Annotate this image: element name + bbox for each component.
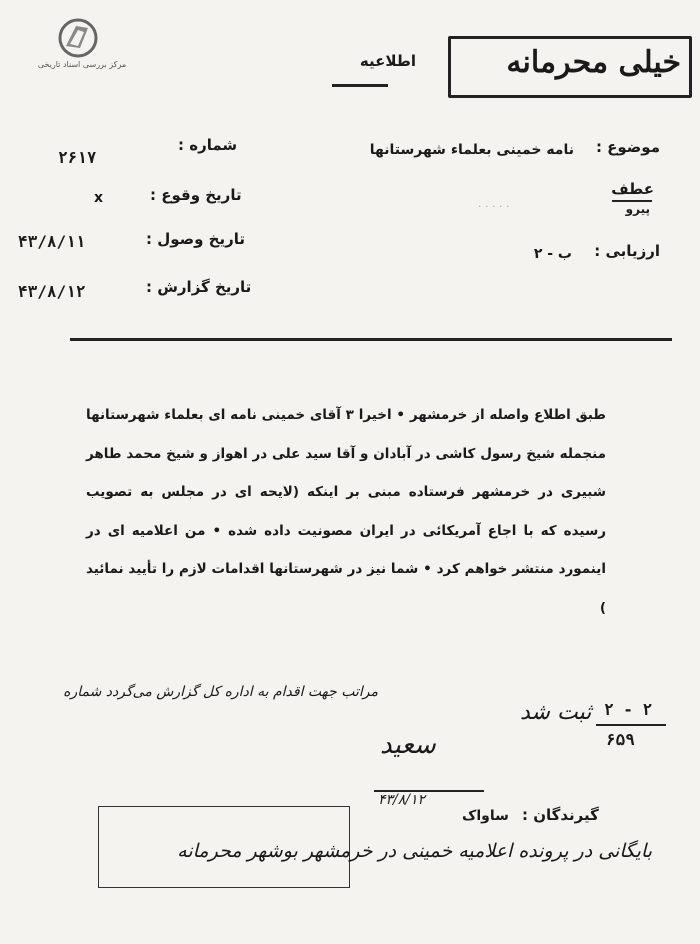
report-date-label: تاریخ گزارش : [146, 278, 252, 296]
reference-top: ۲ - ۲ [604, 700, 653, 719]
archive-logo-caption: مرکز بررسی اسناد تاریخی [37, 60, 127, 69]
faint-mark: · · · · · [478, 200, 510, 213]
appendix-value: ب - ۲ [533, 246, 572, 262]
appendix-label: ارزیابی : [594, 242, 660, 260]
event-date-label: تاریخ وقوع : [150, 186, 242, 204]
report-body-paragraph: طبق اطلاع واصله از خرمشهر • اخیرا ۳ آقای خمینی نامه ای بعلماء شهرستانها منجمله شیخ رسول کاشی در آبادان و آقا سید علی در اهواز و شیخ محمد طاهر شبیری در خرمشهر فرستاده مبنی بر اینکه (لایحه ای در مجلس به تصویب رسیده که با اجاع آمریکائی در ایران مصونیت داده شده • من اعلامیه ای در اینمورد منتشر خواهم کرد • شما نیز در شهرستانها اقدامات لازم را تأیید نمائید ) [86, 407, 606, 616]
handwritten-name: ثبت شد [520, 700, 592, 725]
handwritten-recipients-note: بایگانی در پرونده اعلامیه خمینی در خرمشهر بوشهر محرمانه [177, 840, 652, 862]
receipt-date-label: تاریخ وصول : [146, 230, 246, 248]
pursuit-label-secondary: پیرو [625, 202, 650, 216]
pursuit-label: عطف [611, 180, 654, 198]
handwritten-note: مراتب جهت اقدام به اداره‌ کل گزارش می‌گردد شماره [63, 684, 378, 700]
header-divider [70, 338, 672, 341]
classification-stamp [448, 36, 692, 98]
receipt-date-value: ۴۳/۸/۱۱ [18, 232, 86, 251]
number-label: شماره : [178, 136, 238, 154]
subject-value: نامه خمینی بعلماء شهرستانها [369, 142, 574, 158]
handwritten-date: ۴۳/۸/۱۲ [378, 792, 426, 808]
header-underline [332, 84, 388, 87]
archive-logo [22, 18, 142, 70]
recipients-value: ساواک [462, 808, 509, 824]
number-value: ۲۶۱۷ [58, 148, 97, 167]
event-date-value: x [94, 190, 104, 206]
handwritten-signature: سعید [380, 730, 436, 760]
reference-bottom: ۶۵۹ [606, 730, 635, 749]
recipients-label: گیرندگان : [522, 806, 599, 824]
archive-logo-icon [54, 18, 102, 58]
reference-fraction-line [596, 724, 666, 726]
header-title: اطلاعیه [359, 52, 416, 70]
classification-stamp-text: خیلی محرمانه [506, 45, 681, 80]
subject-label: موضوع : [595, 138, 660, 156]
report-date-value: ۴۳/۸/۱۲ [18, 282, 86, 301]
